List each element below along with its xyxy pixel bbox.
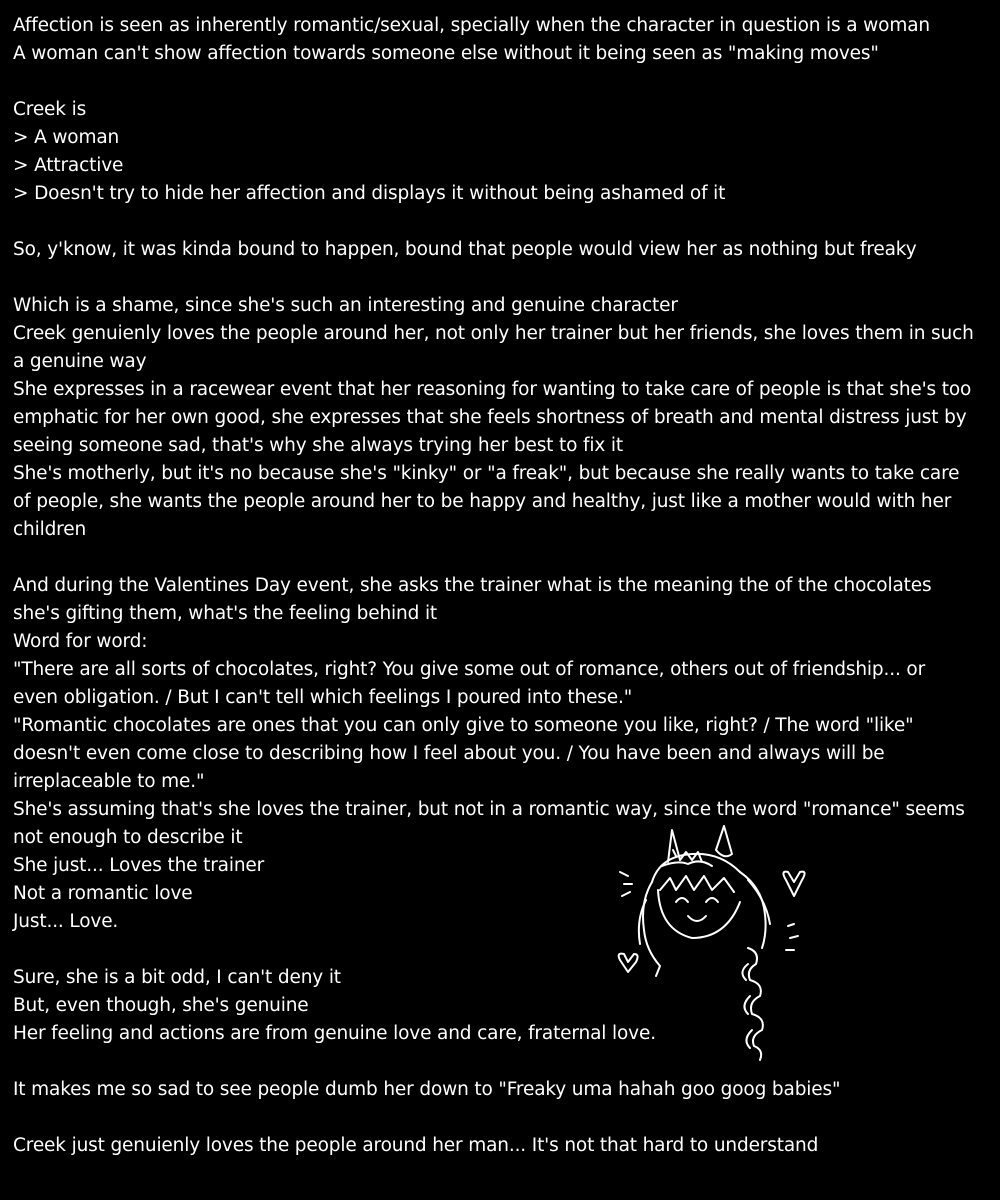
post-line (13, 1104, 988, 1132)
post-line: So, y'know, it was kinda bound to happen, bound that people would view her as nothing but freaky (13, 239, 917, 260)
post-line: She's assuming that's she loves the trainer, but not in a romantic way, since the word "romance" seems (13, 799, 965, 820)
post-line: A woman can't show affection towards someone else without it being seen as "making moves" (13, 43, 879, 64)
post-line: > Attractive (13, 155, 124, 176)
post-line: Just... Love. (13, 911, 119, 932)
post-line (13, 936, 988, 964)
post-line: "Romantic chocolates are ones that you can only give to someone you like, right? / The word "like" (13, 715, 914, 736)
post-line: Her feeling and actions are from genuine love and care, fraternal love. (13, 1023, 656, 1044)
post-line: "There are all sorts of chocolates, right? You give some out of romance, others out of friendship... or (13, 659, 926, 680)
post-line: And during the Valentines Day event, she asks the trainer what is the meaning the of the chocolates (13, 575, 932, 596)
post-line: seeing someone sad, that's why she always trying her best to fix it (13, 435, 623, 456)
post-line: Creek genuienly loves the people around her, not only her trainer but her friends, she loves them in such (13, 323, 974, 344)
post-line: a genuine way (13, 351, 147, 372)
post-line: > A woman (13, 127, 120, 148)
post-line: Word for word: (13, 631, 148, 652)
post-line: She's motherly, but it's no because she's "kinky" or "a freak", but because she really wants to take care (13, 463, 960, 484)
post-line: She expresses in a racewear event that her reasoning for wanting to take care of people is that she's too (13, 379, 972, 400)
post-line: she's gifting them, what's the feeling behind it (13, 603, 438, 624)
post-line: irreplaceable to me." (13, 771, 205, 792)
post-line: not enough to describe it (13, 827, 243, 848)
post-body (13, 12, 988, 1160)
post-line (13, 264, 988, 292)
post-line: Creek just genuienly loves the people around her man... It's not that hard to understand (13, 1135, 819, 1156)
post-line: emphatic for her own good, she expresses that she feels shortness of breath and mental distress just by (13, 407, 967, 428)
post-line: children (13, 519, 87, 540)
post-line (13, 68, 988, 96)
post-line (13, 208, 988, 236)
smiling-horse-girl-doodle-icon (600, 820, 820, 1070)
post-line: of people, she wants the people around her to be happy and healthy, just like a mother would with her (13, 491, 952, 512)
post-line (13, 1048, 988, 1076)
post-line: Sure, she is a bit odd, I can't deny it (13, 967, 341, 988)
post-line: > Doesn't try to hide her affection and displays it without being ashamed of it (13, 183, 726, 204)
post-line: Affection is seen as inherently romantic/sexual, specially when the character in question is a woman (13, 15, 930, 36)
post-line: Not a romantic love (13, 883, 193, 904)
post-line: even obligation. / But I can't tell which feelings I poured into these." (13, 687, 633, 708)
post-line: But, even though, she's genuine (13, 995, 309, 1016)
post-line (13, 544, 988, 572)
post-line: Which is a shame, since she's such an interesting and genuine character (13, 295, 678, 316)
post-line: It makes me so sad to see people dumb her down to "Freaky uma hahah goo goog babies" (13, 1079, 841, 1100)
post-line: Creek is (13, 99, 87, 120)
post-line: She just... Loves the trainer (13, 855, 265, 876)
post-line: doesn't even come close to describing how I feel about you. / You have been and always will be (13, 743, 885, 764)
